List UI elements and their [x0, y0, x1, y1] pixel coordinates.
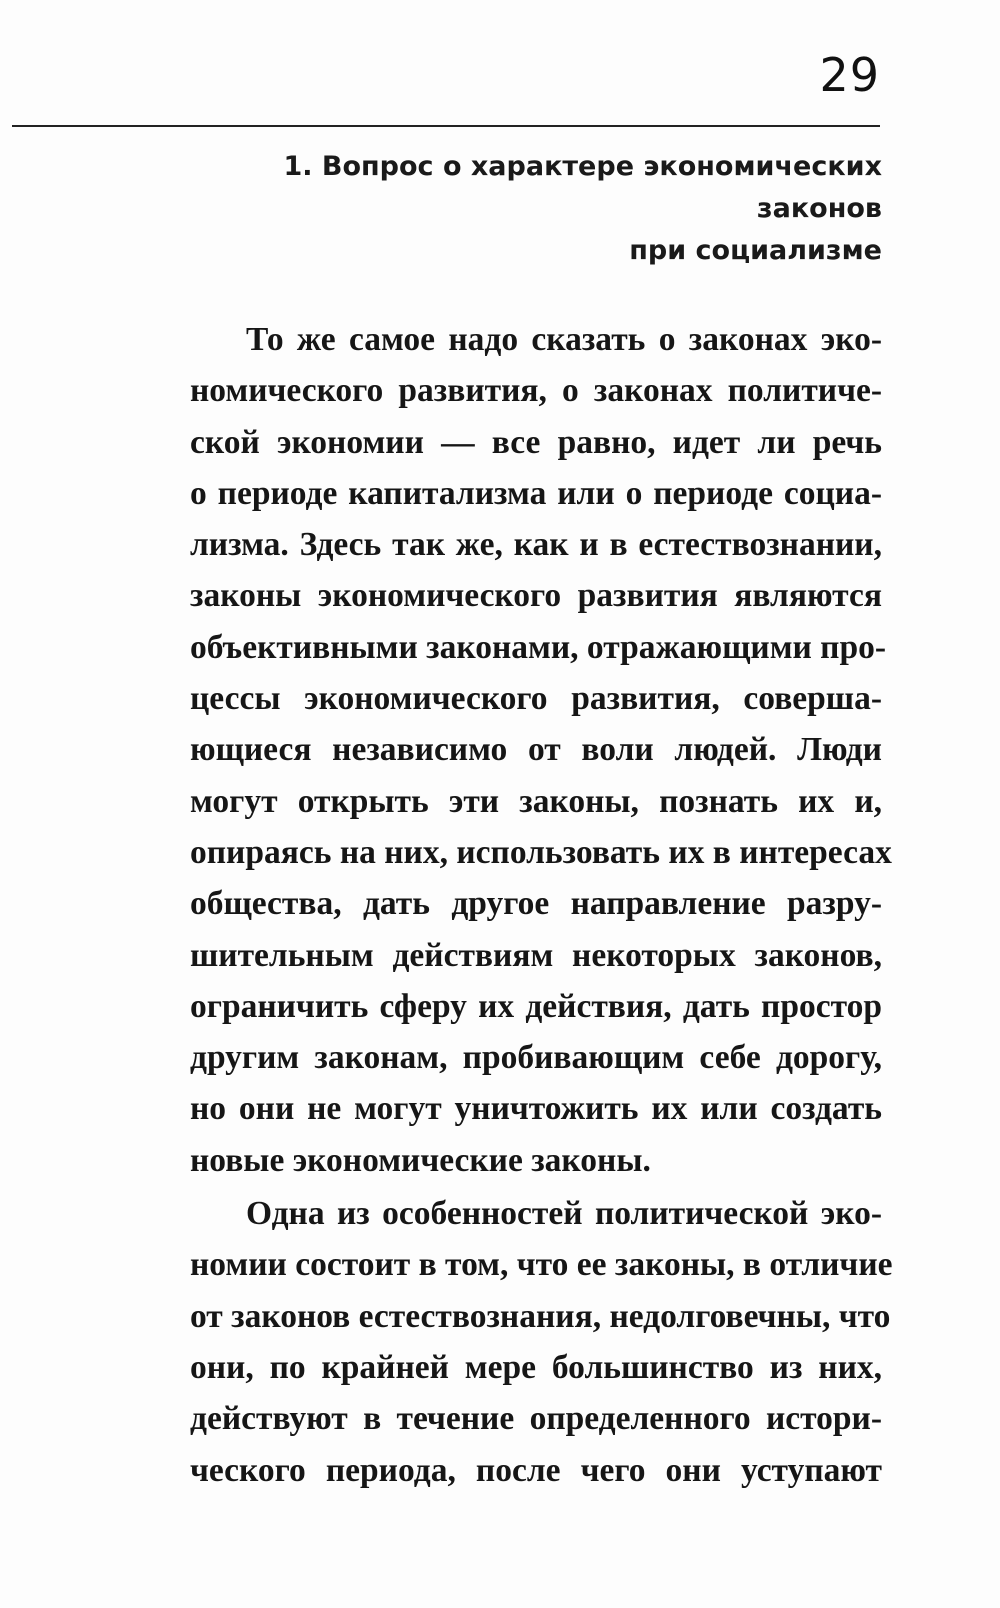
- text-line: от законов естествознания, недолговечны, что: [190, 1297, 891, 1335]
- running-head-line-1: 1. Вопрос о характере экономических законов: [283, 151, 882, 224]
- text-line: общества, дать другое направление разру-: [190, 885, 882, 923]
- text-line: ющиеся независимо от воли людей. Люди: [190, 731, 882, 769]
- text-line: шительным действиям некоторых законов,: [190, 936, 882, 974]
- text-line: могут открыть эти законы, познать их и,: [190, 782, 882, 820]
- running-head: [162, 146, 882, 272]
- paragraph-2: [190, 1188, 893, 1496]
- text-line: другим законам, пробивающим себе дорогу,: [190, 1039, 882, 1077]
- text-line: законы экономического развития являются: [190, 577, 882, 615]
- page-number: 29: [819, 48, 880, 102]
- header-rule: [12, 125, 880, 127]
- text-line: Одна из особенностей политической эко-: [246, 1195, 882, 1233]
- paragraph-1: [190, 314, 892, 1186]
- text-line: ограничить сферу их действия, дать простор: [190, 987, 882, 1025]
- text-line: опираясь на них, использовать их в интересах: [190, 833, 892, 871]
- text-line: То же самое надо сказать о законах эко-: [246, 321, 882, 358]
- text-line: действуют в течение определенного истори-: [190, 1400, 882, 1438]
- text-line: о периоде капитализма или о периоде социа-: [190, 474, 882, 512]
- running-head-line-2: при социализме: [629, 235, 882, 266]
- text-line: ской экономии — все равно, идет ли речь: [190, 423, 882, 461]
- text-line: номии состоит в том, что ее законы, в отличие: [190, 1246, 893, 1284]
- text-line: они, по крайней мере большинство из них,: [190, 1348, 882, 1386]
- text-line: цессы экономического развития, соверша-: [190, 680, 882, 718]
- text-line: ческого периода, после чего они уступают: [190, 1451, 882, 1489]
- text-line: но они не могут уничтожить их или создать: [190, 1090, 882, 1128]
- text-line: номического развития, о законах политиче-: [190, 372, 882, 410]
- text-line: лизма. Здесь так же, как и в естествознании,: [190, 526, 882, 564]
- text-line: новые экономические законы.: [190, 1141, 651, 1179]
- text-line: объективными законами, отражающими про-: [190, 628, 887, 666]
- body-text: [190, 314, 893, 1496]
